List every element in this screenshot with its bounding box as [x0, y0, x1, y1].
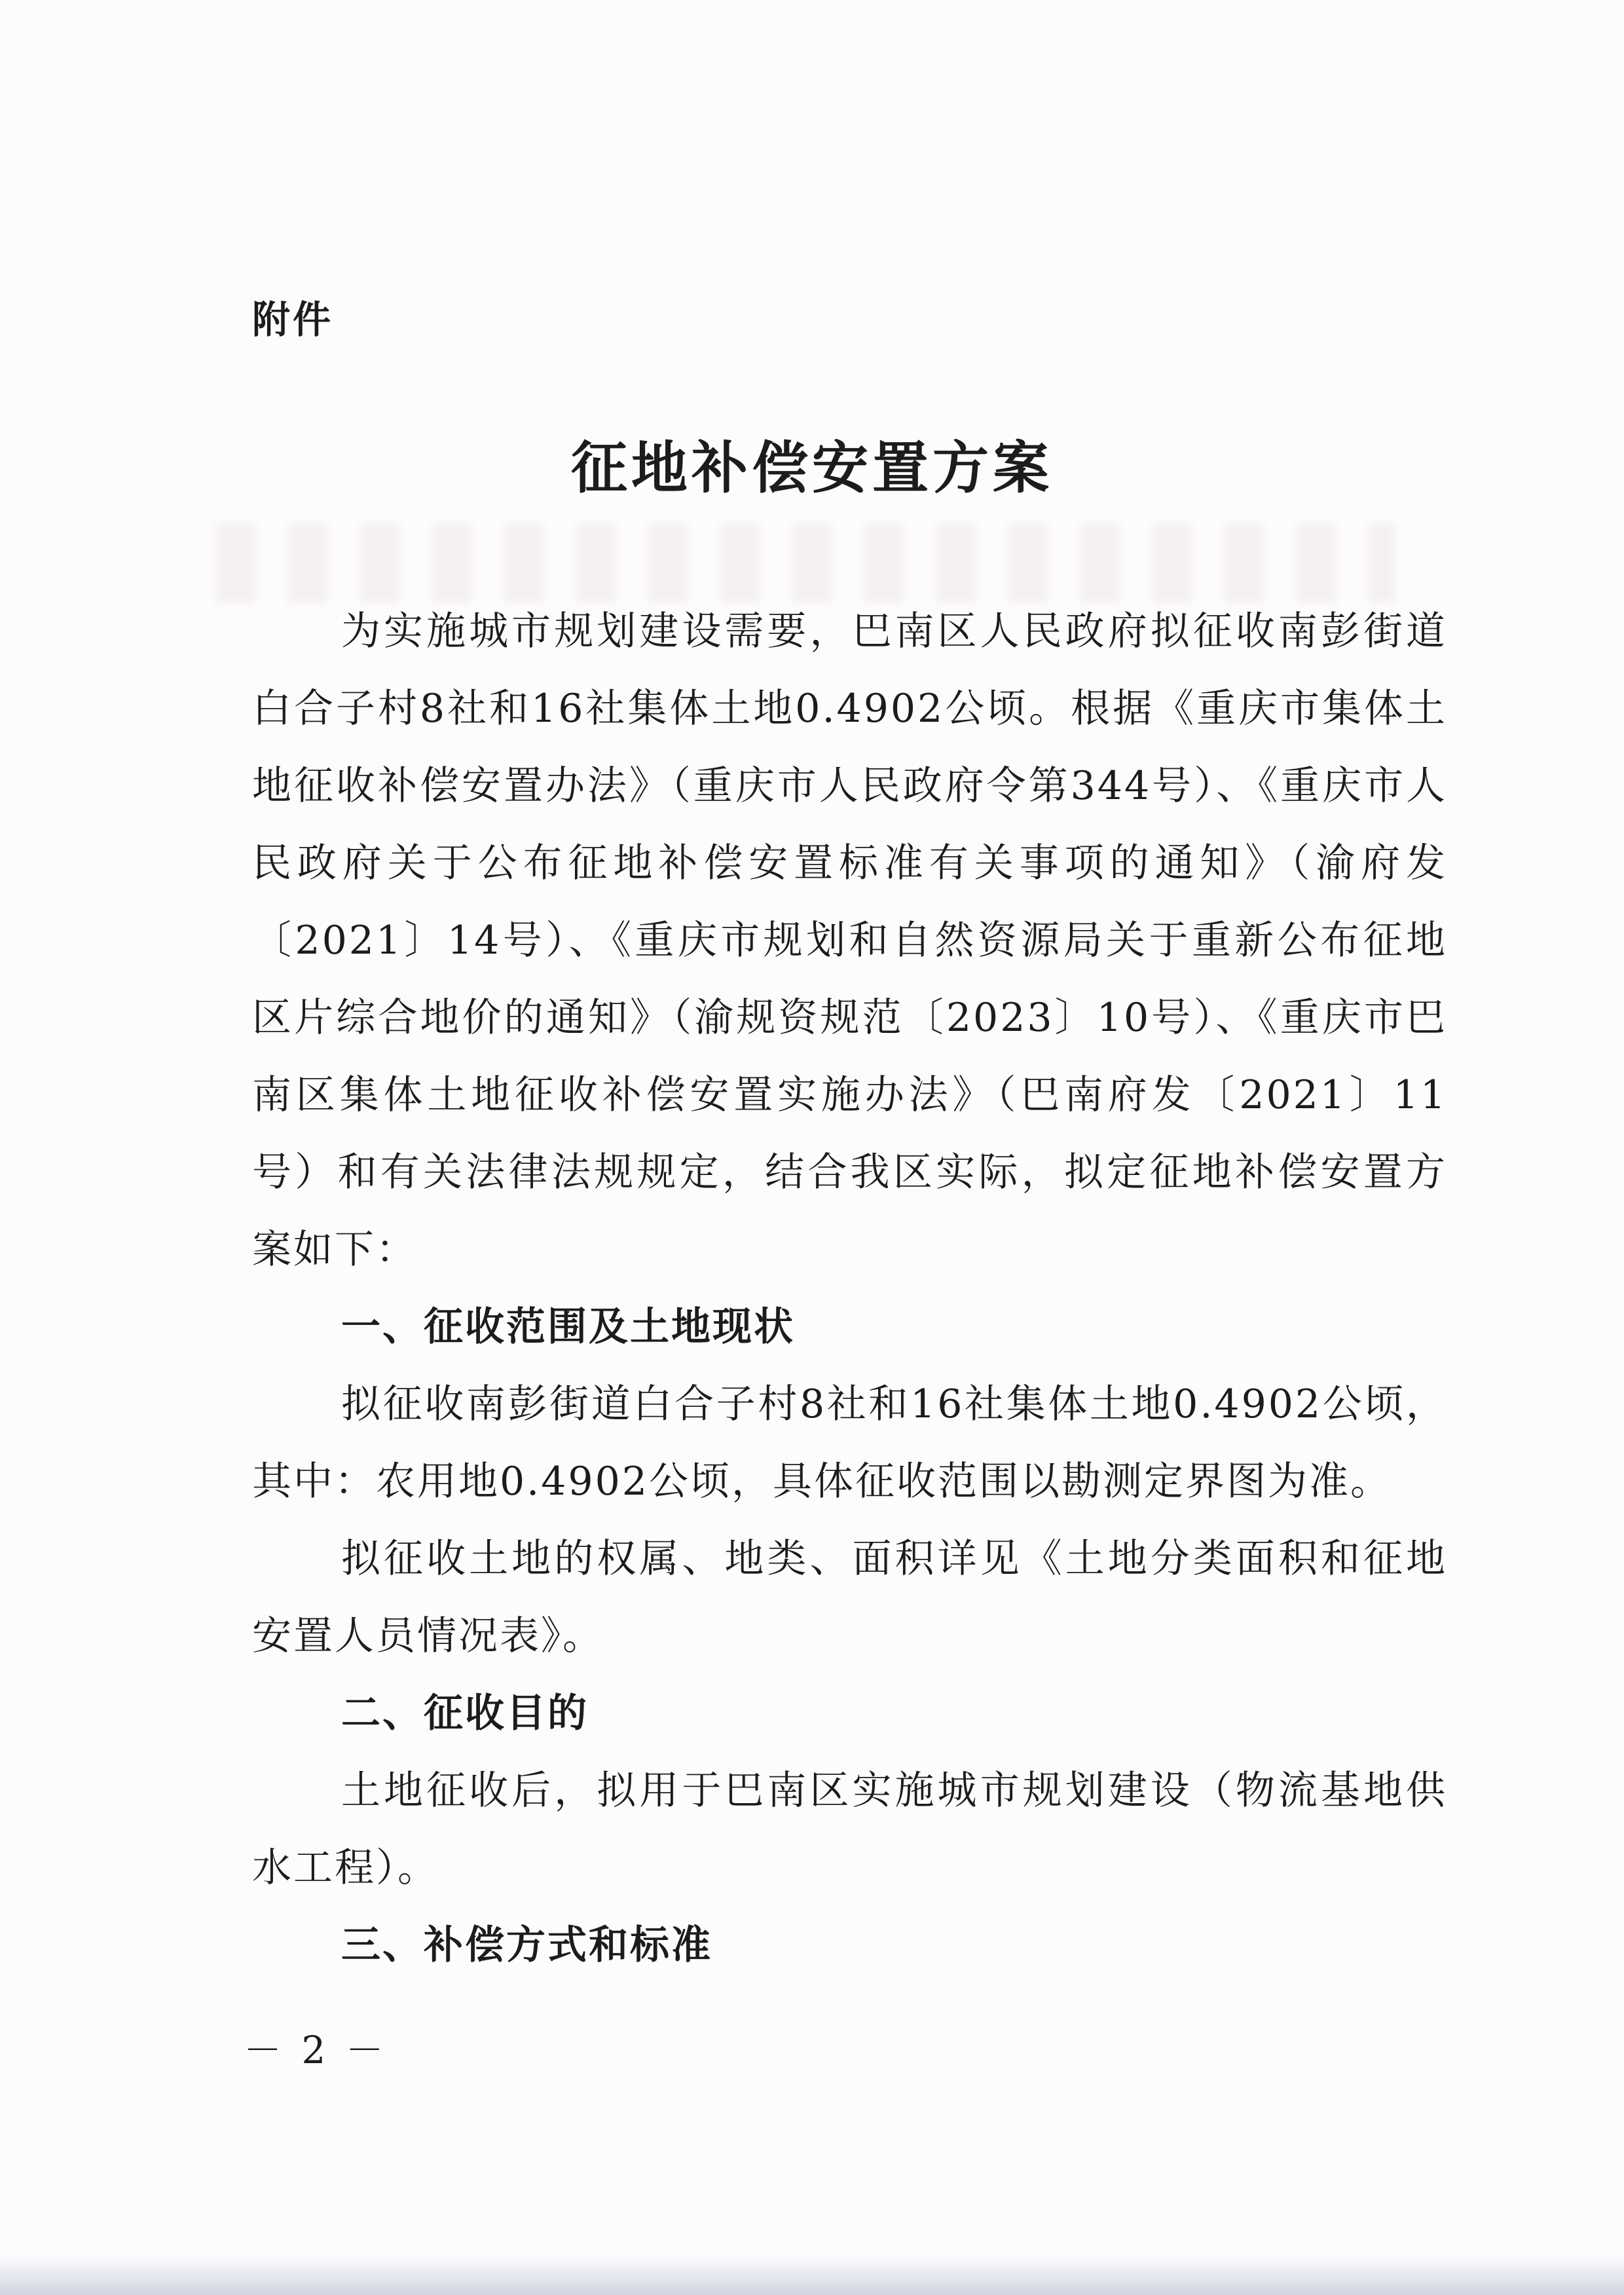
scope-paragraph: 拟征收南彭街道白合子村8社和16社集体土地0.4902公顷，其中：农用地0.4902公顷，具体征收范围以勘测定界图为准。 — [252, 1381, 1447, 1504]
page-number: － 2 － — [244, 2028, 388, 2072]
scan-edge-shading — [0, 2256, 1624, 2295]
section-heading-scope: 一、征收范围及土地现状 — [341, 1304, 795, 1350]
purpose-paragraph: 土地征收后，拟用于巴南区实施城市规划建设（物流基地供水工程）。 — [252, 1768, 1447, 1891]
intro-paragraph: 为实施城市规划建设需要，巴南区人民政府拟征收南彭街道白合子村8社和16社集体土地0.4902公顷。根据《重庆市集体土地征收补偿安置办法》（重庆市人民政府令第344号）、《重庆市人民政府关于公布征地补偿安置标准有关事项的通知》（渝府发〔2021〕14号）、《重庆市规划和自然资源局关于重新公布征地区片综合地价的通知》（渝规资规范〔2023〕10号）、《重庆市巴南区集体土地征收补偿安置实施办法》（巴南府发〔2021〕11号）和有关法律法规规定，结合我区实际，拟定征地补偿安置方案如下： — [252, 608, 1447, 1273]
document-title: 征地补偿安置方案 — [571, 436, 1053, 501]
scan-bleed-through — [216, 524, 1395, 603]
document-body — [252, 593, 1447, 1984]
section-heading-compensation: 三、补偿方式和标准 — [341, 1922, 712, 1968]
section-heading-purpose: 二、征收目的 — [341, 1690, 589, 1736]
ownership-paragraph: 拟征收土地的权属、地类、面积详见《土地分类面积和征地安置人员情况表》。 — [252, 1536, 1447, 1659]
attachment-label: 附件 — [252, 297, 334, 342]
